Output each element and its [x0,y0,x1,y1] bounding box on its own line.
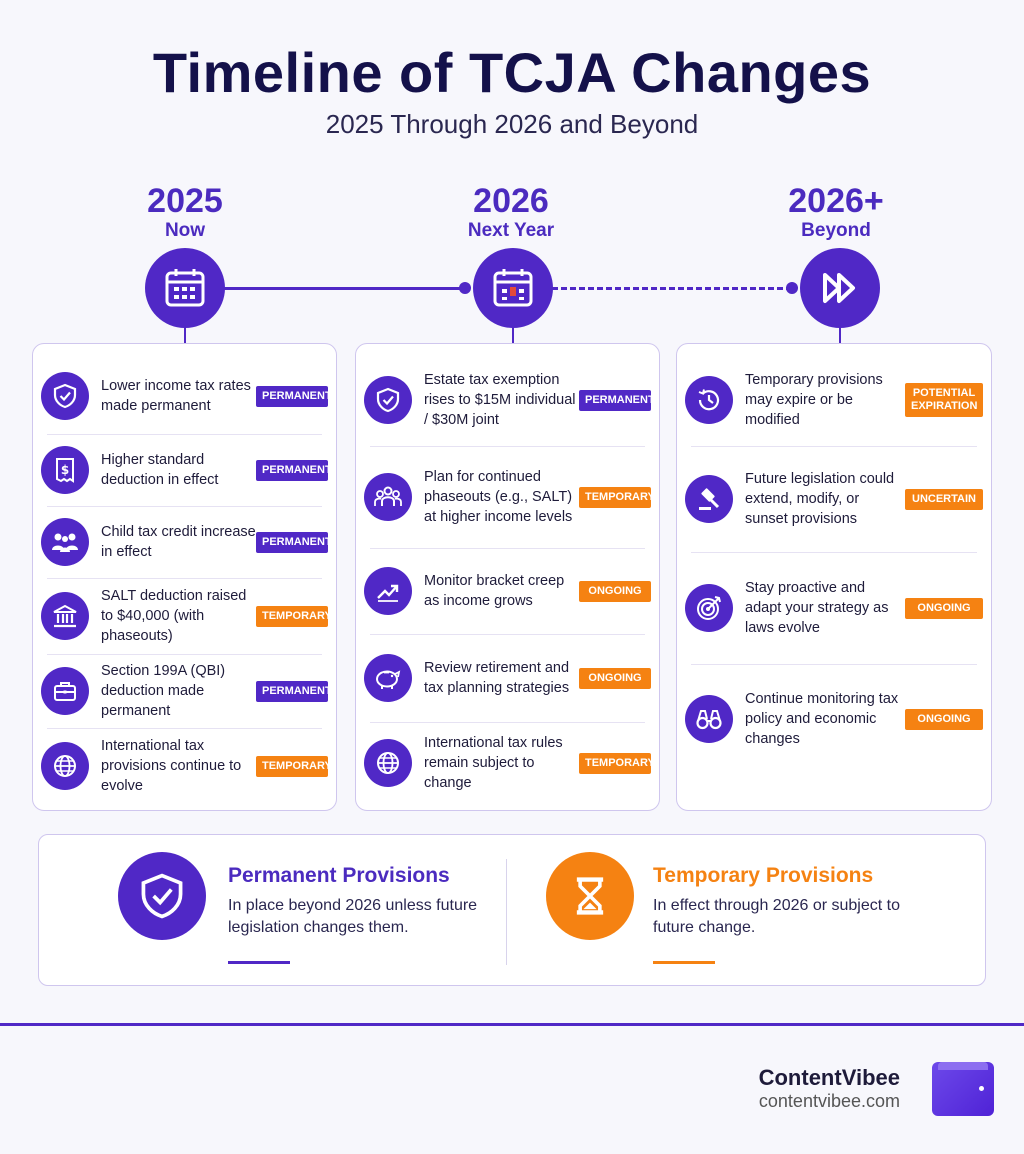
item-text: Estate tax exemption rises to $15M individual / $30M joint [424,372,576,428]
item-text: Stay proactive and adapt your strategy as laws evolve [745,580,889,636]
target-icon [685,584,733,632]
list-item [356,354,659,446]
year-label: 2025 [147,182,223,220]
receipt-icon [41,446,89,494]
item-text: International tax rules remain subject to change [424,735,563,791]
item-text: Monitor bracket creep as income grows [424,573,565,609]
wallet-icon [932,1062,994,1116]
svg-text:$: $ [60,463,70,477]
list-item [33,578,336,654]
status-badge: PERMANENT [256,386,328,407]
fast-forward-icon [800,248,880,328]
card-2025 [32,343,337,811]
legend-permanent-desc: In place beyond 2026 unless future legislation changes them. [228,897,478,936]
page-title: Timeline of TCJA Changes [152,41,872,104]
list-item [33,358,336,434]
list-item [356,548,659,634]
col-head-2025 [75,182,295,242]
list-item [677,446,991,552]
status-badge: TEMPORARY [256,606,328,627]
legend-temporary-bar [653,961,715,964]
status-badge: TEMPORARY [256,756,328,777]
legend-permanent-bar [228,961,290,964]
list-item [677,354,991,446]
year-label: 2026+ [788,182,884,220]
card-2026 [355,343,660,811]
status-badge: TEMPORARY [579,487,651,508]
list-item [356,446,659,548]
hourglass-icon [546,852,634,940]
brand-name: ContentVibee [758,1065,900,1090]
legend-panel [38,834,986,986]
timeline-solid-line [222,287,466,290]
item-text: SALT deduction raised to $40,000 (with phaseouts) [101,588,247,644]
legend-temporary-title: Temporary Provisions [653,864,874,887]
list-item [677,552,991,664]
year-sublabel: Beyond [801,220,871,241]
list-item [33,654,336,728]
globe-icon [364,739,412,787]
item-text: Plan for continued phaseouts (e.g., SALT) at higher income levels [424,469,573,525]
timeline-dot [786,282,798,294]
legend-divider [506,859,507,965]
list-item [33,434,336,506]
status-badge: UNCERTAIN [905,489,983,510]
globe-icon [41,742,89,790]
item-text: Continue monitoring tax policy and economic changes [745,691,899,747]
calendar-icon [473,248,553,328]
calendar-icon [145,248,225,328]
history-clock-icon [685,376,733,424]
col-head-2026 [401,182,621,242]
legend-temporary-desc: In effect through 2026 or subject to future change. [653,897,900,936]
gavel-icon [685,475,733,523]
piggy-bank-icon [364,654,412,702]
people-icon [364,473,412,521]
year-sublabel: Next Year [467,220,555,241]
item-text: Lower income tax rates made permanent [101,378,251,414]
status-badge: PERMANENT [256,681,328,702]
bank-icon [41,592,89,640]
card-2026-plus [676,343,992,811]
list-item [356,722,659,804]
list-item [356,634,659,722]
item-text: Section 199A (QBI) deduction made permanent [101,663,226,719]
list-item [677,664,991,774]
binoculars-icon [685,695,733,743]
col-head-2026-plus [726,182,946,242]
page-subtitle: 2025 Through 2026 and Beyond [325,109,699,139]
status-badge: ONGOING [905,598,983,619]
trend-up-icon [364,567,412,615]
brand-url[interactable]: contentvibee.com [758,1091,900,1111]
status-badge: ONGOING [579,668,651,689]
list-item [33,506,336,578]
timeline-dashed-line [552,287,792,290]
briefcase-icon [41,667,89,715]
footer-divider [0,1023,1024,1026]
status-badge: ONGOING [905,709,983,730]
status-badge: TEMPORARY [579,753,651,774]
status-badge: ONGOING [579,581,651,602]
shield-check-icon [118,852,206,940]
status-badge: PERMANENT [256,532,328,553]
item-text: Child tax credit increase in effect [101,524,256,560]
brand-block [759,1066,900,1112]
timeline-dot [459,282,471,294]
status-badge: PERMANENT [256,460,328,481]
shield-check-icon [364,376,412,424]
item-text: Temporary provisions may expire or be modified [745,372,883,428]
year-label: 2026 [473,182,549,220]
item-text: Higher standard deduction in effect [101,452,219,488]
legend-permanent-title: Permanent Provisions [228,864,450,887]
shield-check-icon [41,372,89,420]
item-text: International tax provisions continue to evolve [101,738,242,794]
status-badge: PERMANENT [579,390,651,411]
list-item [33,728,336,804]
status-badge: POTENTIAL EXPIRATION [905,383,983,417]
item-text: Future legislation could extend, modify, or sunset provisions [745,471,895,527]
year-sublabel: Now [164,220,206,241]
item-text: Review retirement and tax planning strategies [424,660,570,696]
family-icon [41,518,89,566]
